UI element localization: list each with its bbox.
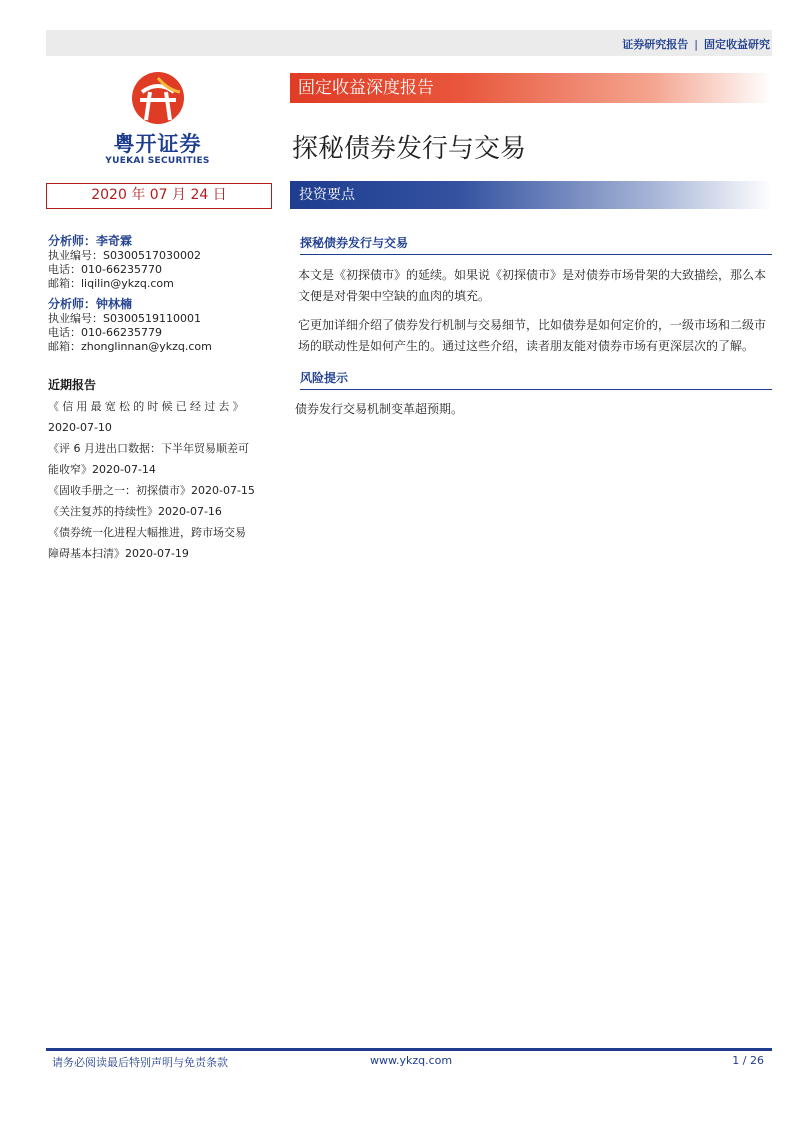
analyst-license: 执业编号：S0300517030002 [48, 249, 201, 262]
header-subcategory-label: 固定收益研究 [704, 38, 770, 51]
recent-report-line: 《信用最宽松的时候已经过去》 [48, 400, 247, 413]
top-header-bar [46, 30, 772, 56]
section-banner-investment-points: 投资要点 [290, 181, 772, 209]
logo-emblem-icon [128, 70, 188, 126]
page-title: 探秘债券发行与交易 [292, 134, 527, 164]
recent-report-line: 《关注复苏的持续性》2020-07-16 [48, 505, 222, 518]
main-content [295, 234, 772, 419]
analyst-email: 邮箱：liqilin@ykzq.com [48, 277, 174, 290]
analyst-card [48, 297, 274, 354]
header-category-label: 证券研究报告 [622, 38, 689, 51]
analyst-email: 邮箱：zhonglinnan@ykzq.com [48, 340, 212, 353]
analyst-name: 分析师：钟林楠 [48, 297, 133, 311]
report-type-banner: 固定收益深度报告 [290, 73, 772, 103]
recent-report-line: 2020-07-10 [48, 421, 112, 434]
footer-divider [46, 1048, 772, 1051]
analyst-license: 执业编号：S0300519110001 [48, 312, 201, 325]
summary-paragraph: 本文是《初探债市》的延续。如果说《初探债市》是对债券市场骨架的大致描绘，那么本文便是对骨架中空缺的血肉的填充。 [298, 268, 767, 303]
summary-paragraph: 它更加详细介绍了债券发行机制与交易细节，比如债券是如何定价的，一级市场和二级市场的联动性是如何产生的。通过这些介绍，读者朋友能对债券市场有更深层次的了解。 [298, 318, 767, 353]
risk-warning-text: 债券发行交易机制变革超预期。 [295, 402, 464, 416]
logo-name-en: YUEKAI SECURITIES [105, 156, 210, 166]
recent-report-line: 能收窄》2020-07-14 [48, 463, 156, 476]
analyst-name: 分析师：李奇霖 [48, 234, 133, 248]
logo-name-cn: 粤开证券 [113, 132, 202, 156]
recent-reports-title: 近期报告 [48, 378, 97, 392]
recent-report-line: 障碍基本扫清》2020-07-19 [48, 547, 189, 560]
report-date: 2020 年 07 月 24 日 [46, 183, 272, 209]
sidebar [48, 234, 274, 564]
analyst-phone: 电话：010-66235779 [48, 326, 162, 339]
company-logo [70, 70, 230, 170]
header-category [622, 36, 770, 52]
recent-report-line: 《固收手册之一：初探债市》2020-07-15 [48, 484, 255, 497]
header-separator: | [694, 38, 698, 51]
footer-website-link[interactable]: www.ykzq.com [370, 1054, 453, 1067]
analyst-phone: 电话：010-66235770 [48, 263, 162, 276]
recent-report-line: 《评 6 月进出口数据：下半年贸易顺差可 [48, 442, 249, 455]
section-heading-summary: 探秘债券发行与交易 [300, 234, 772, 255]
footer-disclaimer-link[interactable]: 请务必阅读最后特别声明与免责条款 [52, 1056, 228, 1069]
section-heading-risk: 风险提示 [300, 369, 772, 390]
analyst-card [48, 234, 274, 291]
footer-page-number: 1 / 26 [732, 1054, 764, 1067]
recent-report-line: 《债券统一化进程大幅推进，跨市场交易 [48, 526, 246, 539]
